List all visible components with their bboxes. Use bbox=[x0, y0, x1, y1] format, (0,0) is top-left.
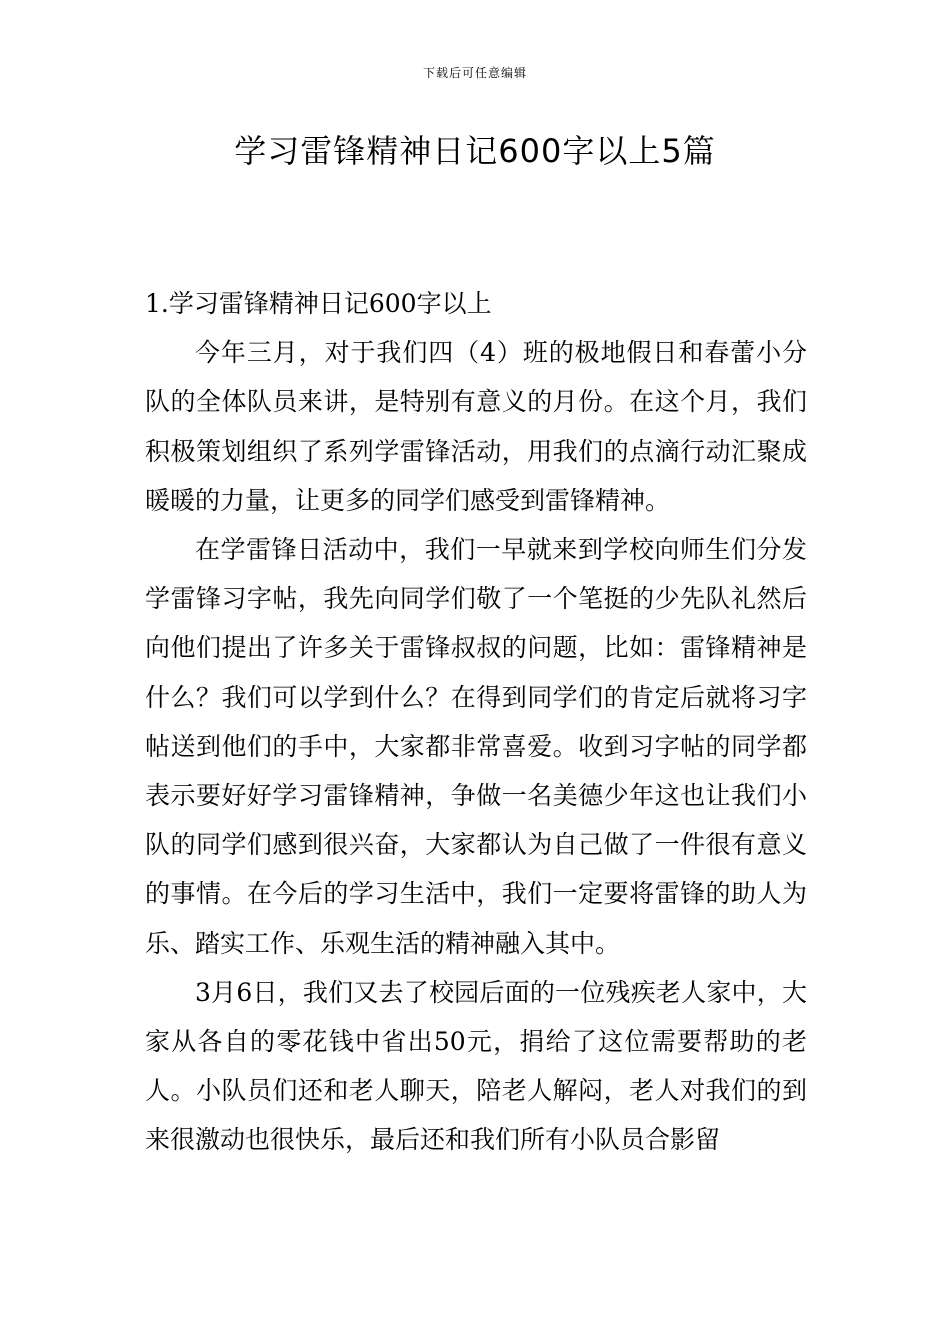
paragraph-3: 3月6日，我们又去了校园后面的一位残疾老人家中，大家从各自的零花钱中省出50元，捐给了这位需要帮助的老人。小队员们还和老人聊天，陪老人解闷，老人对我们的到来很激动也很快乐，最后还和我们所有小队员合影留 bbox=[145, 977, 807, 1155]
header-note: 下载后可任意编辑 bbox=[422, 66, 527, 80]
document-title: 学习雷锋精神日记600字以上5篇 bbox=[234, 132, 716, 170]
section-heading: 1.学习雷锋精神日记600字以上 bbox=[145, 289, 492, 318]
paragraph-2: 在学雷锋日活动中，我们一早就来到学校向师生们分发学雷锋习字帖，我先向同学们敬了一个笔挺的少先队礼然后向他们提出了许多关于雷锋叔叔的问题，比如：雷锋精神是什么？我们可以学到什么？在得到同学们的肯定后就将习字帖送到他们的手中，大家都非常喜爱。收到习字帖的同学都表示要好好学习雷锋精神，争做一名美德少年这也让我们小队的同学们感到很兴奋，大家都认为自己做了一件很有意义的事情。在今后的学习生活中，我们一定要将雷锋的助人为乐、踏实工作、乐观生活的精神融入其中。 bbox=[145, 535, 807, 958]
paragraph-1: 今年三月，对于我们四（4）班的极地假日和春蕾小分队的全体队员来讲，是特别有意义的月份。在这个月，我们积极策划组织了系列学雷锋活动，用我们的点滴行动汇聚成暖暖的力量，让更多的同学们感受到雷锋精神。 bbox=[145, 338, 807, 515]
document-body bbox=[145, 279, 807, 1165]
